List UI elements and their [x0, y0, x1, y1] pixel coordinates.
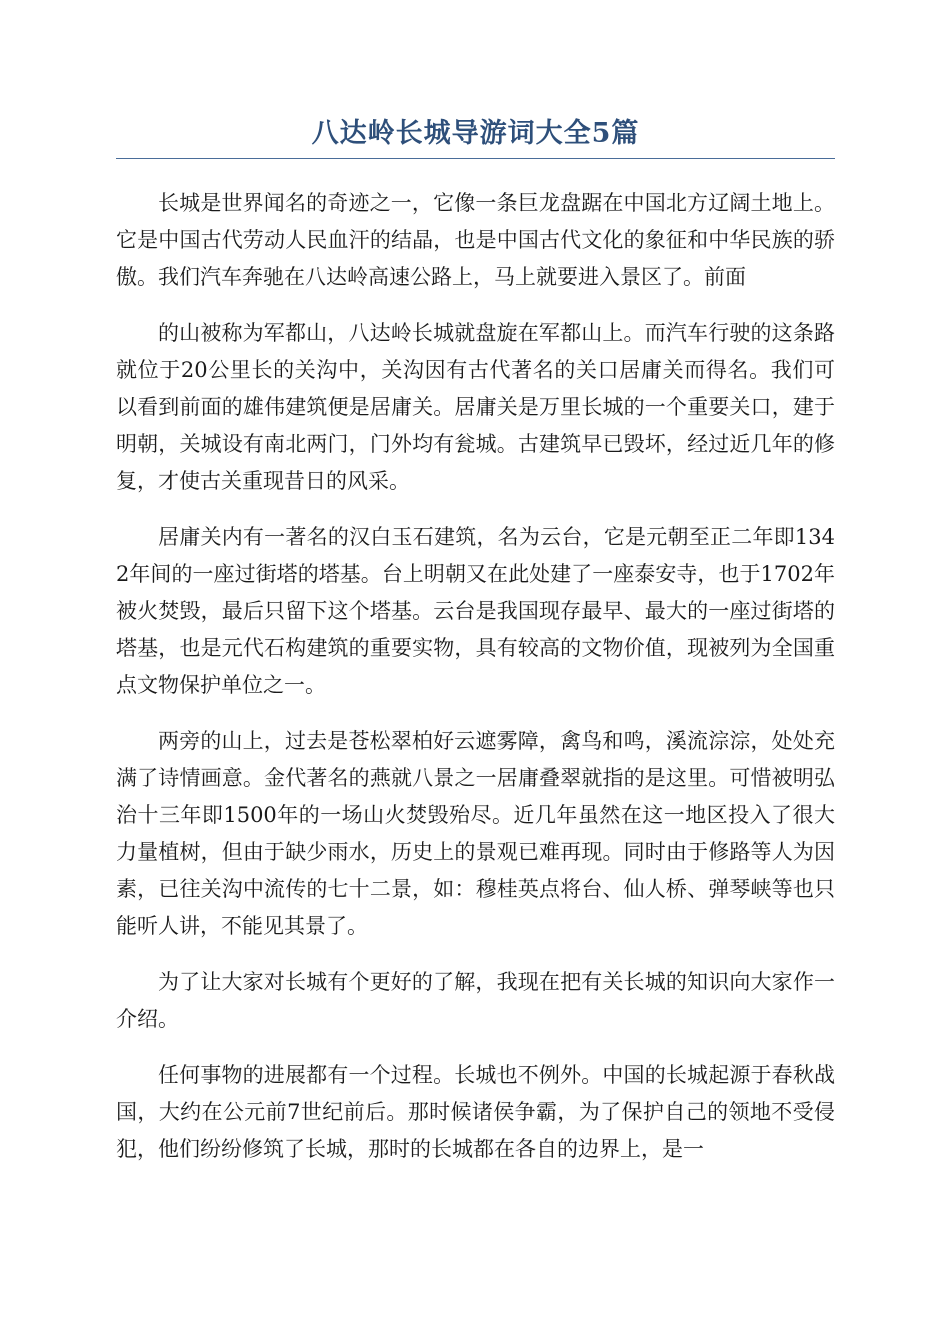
paragraph-3: 居庸关内有一著名的汉白玉石建筑，名为云台，它是元朝至正二年即1342年间的一座过街塔的塔基。台上明朝又在此处建了一座泰安寺，也于1702年被火焚毁，最后只留下这个塔基。云台是我国现存最早、最大的一座过街塔的塔基，也是元代石构建筑的重要实物，具有较高的文物价值，现被列为全国重点文物保护单位之一。	[116, 525, 835, 697]
paragraph-2: 的山被称为军都山，八达岭长城就盘旋在军都山上。而汽车行驶的这条路就位于20公里长的关沟中，关沟因有古代著名的关口居庸关而得名。我们可以看到前面的雄伟建筑便是居庸关。居庸关是万里长城的一个重要关口，建于明朝，关城设有南北两门，门外均有瓮城。古建筑早已毁坏，经过近几年的修复，才使古关重现昔日的风采。	[116, 321, 835, 493]
paragraph-6: 任何事物的进展都有一个过程。长城也不例外。中国的长城起源于春秋战国，大约在公元前7世纪前后。那时候诸侯争霸，为了保护自己的领地不受侵犯，他们纷纷修筑了长城，那时的长城都在各自的边界上，是一	[116, 1063, 835, 1161]
paragraph-5: 为了让大家对长城有个更好的了解，我现在把有关长城的知识向大家作一介绍。	[116, 970, 835, 1031]
paragraph-4: 两旁的山上，过去是苍松翠柏好云遮雾障，禽鸟和鸣，溪流淙淙，处处充满了诗情画意。金代著名的燕就八景之一居庸叠翠就指的是这里。可惜被明弘治十三年即1500年的一场山火焚毁殆尽。近几年虽然在这一地区投入了很大力量植树，但由于缺少雨水，历史上的景观已难再现。同时由于修路等人为因素，已往关沟中流传的七十二景，如：穆桂英点将台、仙人桥、弹琴峡等也只能听人讲，不能见其景了。	[116, 729, 835, 938]
paragraph-1: 长城是世界闻名的奇迹之一，它像一条巨龙盘踞在中国北方辽阔土地上。它是中国古代劳动人民血汗的结晶，也是中国古代文化的象征和中华民族的骄傲。我们汽车奔驰在八达岭高速公路上，马上就要进入景区了。前面	[116, 191, 835, 289]
document-title: 八达岭长城导游词大全5篇	[116, 112, 835, 159]
document-body	[116, 185, 835, 1168]
document-page	[116, 112, 835, 1187]
